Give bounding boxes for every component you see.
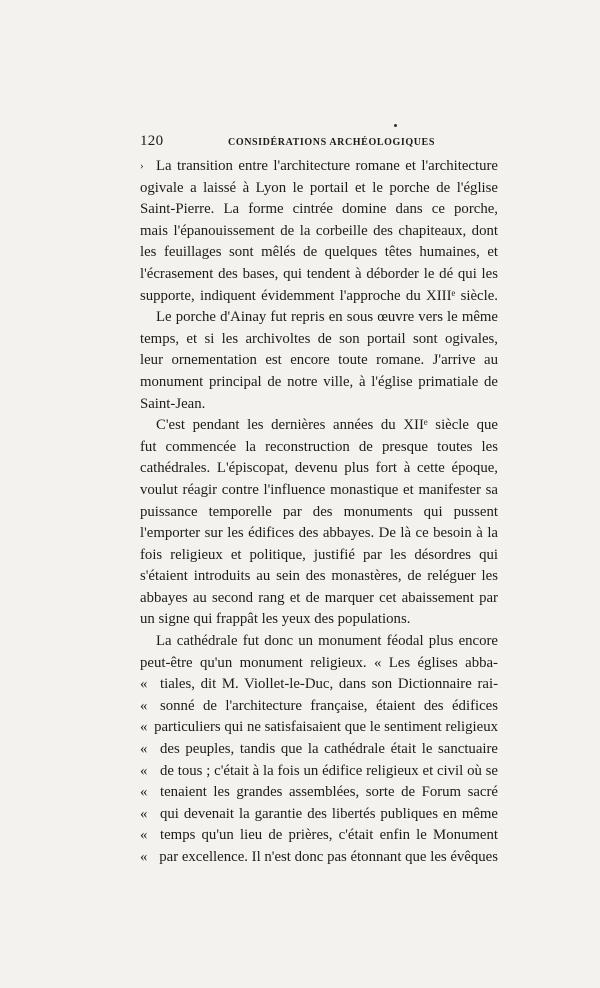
text-line: ogivale a laissé à Lyon le portail et le porche de l'église	[140, 179, 498, 196]
text-line: un signe qui frappât les yeux des populations.	[140, 611, 411, 628]
quote-mark: «	[140, 741, 148, 758]
text-line: cathédrales. L'épiscopat, devenu plus fort à cette époque,	[140, 460, 498, 477]
quote-line: « temps qu'un lieu de prières, c'était enfin le Monument	[140, 825, 498, 847]
ink-speck	[394, 124, 397, 127]
text-line: voulut réagir contre l'influence monastique et manifester sa	[140, 481, 498, 498]
quote-line: « de tous ; c'était à la fois un édifice religieux et civil où se	[140, 761, 498, 783]
quote-line: « qui devenait la garantie des libertés publiques en même	[140, 804, 498, 826]
quote-mark: «	[140, 719, 148, 736]
text-line: temps, et si les archivoltes de son portail sont ogivales,	[140, 330, 498, 347]
quote-mark: «	[140, 784, 148, 801]
text-line: La cathédrale fut donc un monument féodal plus encore	[156, 633, 498, 650]
quote-mark: «	[140, 827, 148, 844]
text-line: les feuillages sont mêlés de quelques têtes humaines, et	[140, 244, 498, 261]
text-line: C'est pendant les dernières années du XIIᵉ siècle que	[156, 417, 498, 434]
margin-mark: ›	[140, 160, 144, 172]
text-line: puissance temporelle par des monuments qui pussent	[140, 503, 498, 520]
text-line: Saint-Pierre. La forme cintrée domine dans ce porche,	[140, 201, 498, 218]
text-line: abbayes au second rang et de marquer cet abaissement par	[140, 589, 498, 606]
text-line: fut commencée la reconstruction de presque toutes les	[140, 438, 498, 455]
page-header	[140, 133, 460, 155]
quote-line: « tiales, dit M. Viollet-le-Duc, dans son Dictionnaire rai-	[140, 674, 498, 696]
text-line: peut-être qu'un monument religieux. « Les églises abba-	[140, 654, 498, 671]
quote-line: « particuliers qui ne satisfaisaient que le sentiment religieux	[140, 717, 498, 739]
quote-line: « par excellence. Il n'est donc pas étonnant que les évêques	[140, 847, 498, 869]
quote-line: « tenaient les grandes assemblées, sorte de Forum sacré	[140, 782, 498, 804]
text-line: supporte, indiquent évidemment l'approche du XIIIᵉ siècle.	[140, 287, 498, 304]
quote-mark: «	[140, 676, 148, 693]
text-line: s'étaient introduits au sein des monastères, de reléguer les	[140, 568, 498, 585]
text-line: fois religieux et politique, justifié par les désordres qui	[140, 546, 498, 563]
running-head: CONSIDÉRATIONS ARCHÉOLOGIQUES	[228, 137, 435, 148]
body-text	[140, 156, 498, 869]
text-line: l'emporter sur les édifices des abbayes. De là ce besoin à la	[140, 525, 498, 542]
text-line: monument principal de notre ville, à l'église primatiale de	[140, 373, 498, 390]
text-line: Le porche d'Ainay fut repris en sous œuvre vers le même	[156, 309, 498, 326]
text-line: Saint-Jean.	[140, 395, 206, 412]
text-line: leur ornementation est encore toute romane. J'arrive au	[140, 352, 498, 369]
quote-mark: «	[140, 805, 148, 822]
quote-mark: «	[140, 697, 148, 714]
quote-mark: «	[140, 849, 148, 865]
text-line: l'écrasement des bases, qui tendent à déborder le dé qui les	[140, 265, 498, 282]
page-number: 120	[140, 133, 164, 149]
quote-line: « sonné de l'architecture française, étaient des édifices	[140, 696, 498, 718]
text-line: mais l'épanouissement de la corbeille des chapiteaux, dont	[140, 222, 498, 239]
quote-mark: «	[140, 762, 148, 779]
quote-line: « des peuples, tandis que la cathédrale était le sanctuaire	[140, 739, 498, 761]
text-line: › La transition entre l'architecture romane et l'architecture	[140, 156, 498, 178]
